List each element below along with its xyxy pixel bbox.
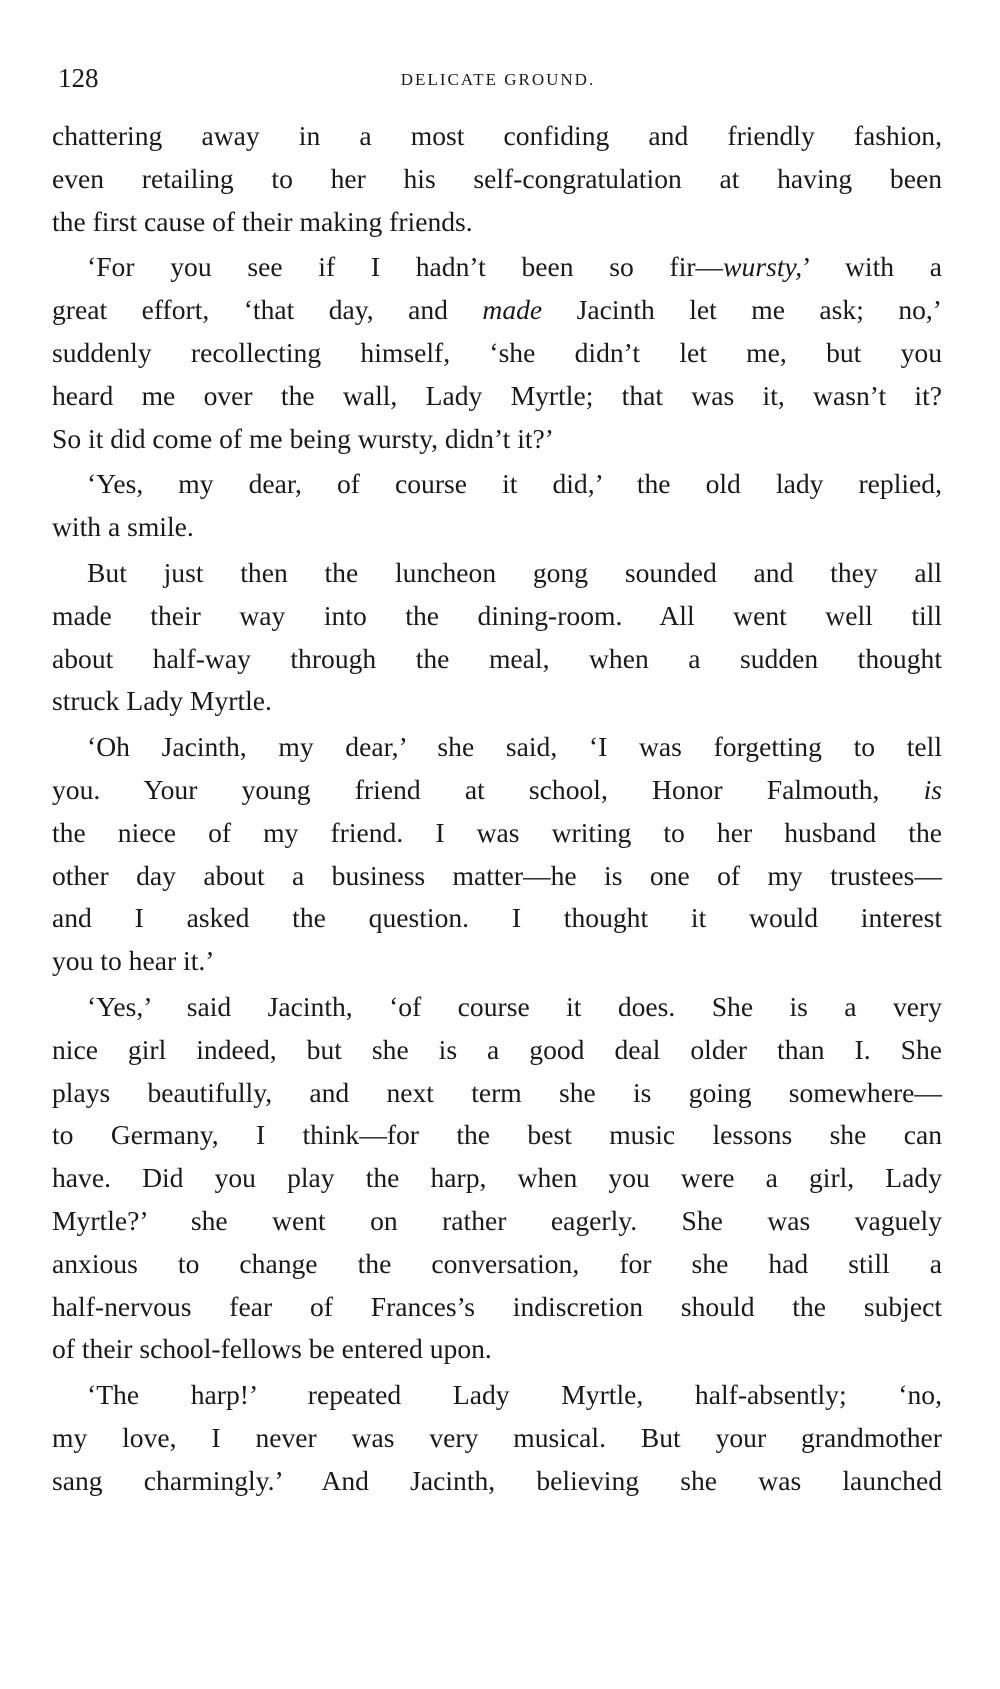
text-line: Myrtle?’ she went on rather eagerly. She was vaguely — [52, 1204, 942, 1236]
text-line — [52, 289, 942, 332]
text-line: other day about a business matter—he is one of my trustees— — [52, 859, 942, 891]
text-line: half-nervous fear of Frances’s indiscretion should the subject — [52, 1290, 942, 1322]
text-line: ‘Yes,’ said Jacinth, ‘of course it does. She is a very — [87, 990, 942, 1022]
text-line: even retailing to her his self-congratulation at having been — [52, 162, 942, 194]
text-line: nice girl indeed, but she is a good deal older than I. She — [52, 1033, 942, 1065]
paragraph — [52, 463, 942, 549]
text-run: Jacinth let me ask; no,’ — [542, 294, 942, 326]
text-line: sang charmingly.’ And Jacinth, believing she was launched — [52, 1464, 942, 1496]
text-line: and I asked the question. I thought it would interest — [52, 902, 942, 934]
paragraph — [52, 552, 942, 723]
text-line: you to hear it.’ — [52, 945, 215, 977]
text-line: have. Did you play the harp, when you were a girl, Lady — [52, 1162, 942, 1194]
text-run: ’ with a — [802, 251, 942, 283]
italic-text: wursty, — [723, 251, 803, 283]
text-line: of their school-fellows be entered upon. — [52, 1333, 492, 1365]
paragraph — [52, 115, 942, 243]
text-line: my love, I never was very musical. But your grandmother — [52, 1421, 942, 1453]
text-line — [52, 769, 942, 812]
page-header — [58, 58, 938, 98]
text-line: So it did come of me being wursty, didn’t it?’ — [52, 422, 554, 454]
text-run: ‘For you see if I hadn’t been so fir— — [87, 251, 724, 283]
body-text — [52, 115, 942, 1506]
text-line: about half-way through the meal, when a sudden thought — [52, 642, 942, 674]
text-line: suddenly recollecting himself, ‘she didn’t let me, but you — [52, 336, 942, 368]
text-line: struck Lady Myrtle. — [52, 685, 272, 717]
paragraph — [52, 246, 942, 460]
paragraph — [52, 1374, 942, 1502]
text-line: But just then the luncheon gong sounded and they all — [87, 556, 942, 588]
page-number: 128 — [58, 63, 99, 93]
text-run: you. Your young friend at school, Honor Falmouth, — [52, 773, 924, 805]
text-line: ‘Oh Jacinth, my dear,’ she said, ‘I was forgetting to tell — [87, 731, 942, 763]
text-line: plays beautifully, and next term she is going somewhere— — [52, 1076, 942, 1108]
text-line: anxious to change the conversation, for she had still a — [52, 1247, 942, 1279]
paragraph — [52, 726, 942, 983]
text-line: to Germany, I think—for the best music lessons she can — [52, 1119, 942, 1151]
italic-text: is — [923, 773, 942, 805]
italic-text: made — [482, 294, 543, 326]
text-line: the niece of my friend. I was writing to her husband the — [52, 816, 942, 848]
text-line: chattering away in a most confiding and friendly fashion, — [52, 120, 942, 151]
text-line: the first cause of their making friends. — [52, 205, 473, 237]
text-line: made their way into the dining-room. All went well till — [52, 599, 942, 631]
text-run: great effort, ‘that day, and — [52, 294, 483, 326]
running-head: DELICATE GROUND. — [400, 70, 596, 89]
paragraph — [52, 986, 942, 1371]
text-line: ‘Yes, my dear, of course it did,’ the old lady replied, — [87, 468, 942, 500]
text-line — [52, 246, 942, 289]
text-line: ‘The harp!’ repeated Lady Myrtle, half-absently; ‘no, — [87, 1379, 942, 1411]
text-line: with a smile. — [52, 511, 194, 543]
text-line: heard me over the wall, Lady Myrtle; that was it, wasn’t it? — [52, 379, 942, 411]
